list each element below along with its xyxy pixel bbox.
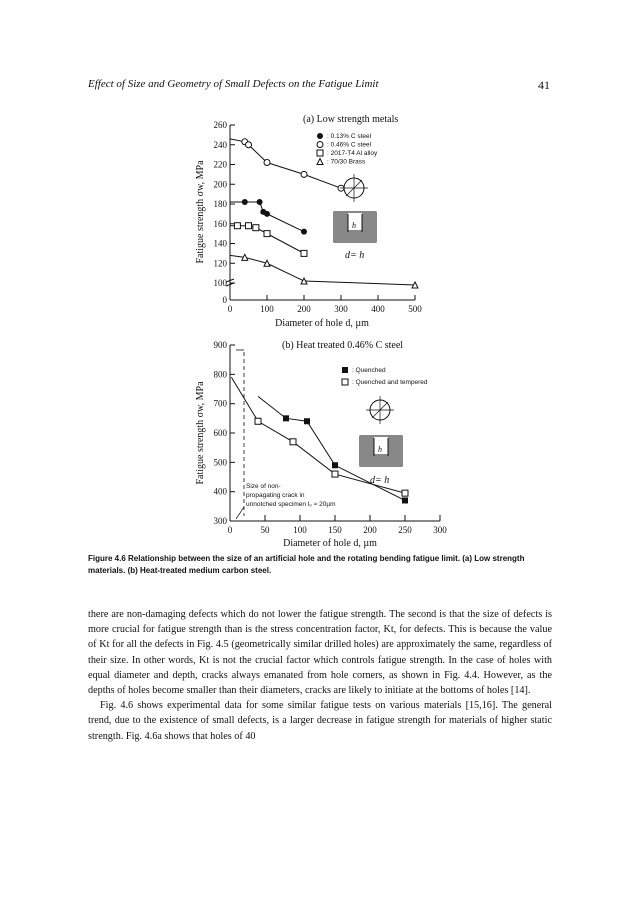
figure-caption: Figure 4.6 Relationship between the size of an artificial hole and the rotating bending fatigue limit. (a) Low strength materials. (b) Heat-treated medium carbon steel. [88, 554, 525, 575]
chart-b-x-tick-label: 300 [433, 525, 447, 535]
chart-b-hole-inset [360, 396, 402, 486]
svg-text:h: h [378, 445, 382, 454]
chart-a-data-point [264, 211, 270, 217]
chart-b-data-point [332, 462, 338, 468]
chart-a-x-tick-label: 400 [371, 304, 385, 314]
chart-b-legend-marker [342, 379, 348, 385]
chart-a-legend-label: : 0.13% C steel [327, 133, 372, 140]
running-title: Effect of Size and Geometry of Small Defects on the Fatigue Limit [88, 78, 379, 90]
chart-b-legend [342, 367, 428, 386]
svg-text:h: h [352, 221, 356, 230]
chart-a-y-tick-label: 140 [213, 238, 227, 249]
chart-b-data-point [332, 471, 338, 477]
chart-b-y-tick-label: 700 [213, 398, 227, 409]
chart-a-x-tick-label: 200 [297, 304, 311, 314]
chart-b-legend-marker [342, 367, 348, 373]
chart-b-x-tick-label: 250 [398, 525, 412, 535]
chart-a-x-tick-label: 500 [408, 304, 422, 314]
chart-b-inset-label: d= h [370, 475, 390, 486]
chart-b-y-tick-label: 500 [213, 457, 227, 468]
paragraph-2: Fig. 4.6 shows experimental data for some similar fatigue tests on various materials [15,16]. The general trend, due to the existence of small defects, is a larger decrease in fatigue strength for materials of higher static strength. Fig. 4.6a shows that holes of 40 [88, 700, 552, 742]
chart-panel-b [195, 340, 447, 549]
chart-b-y-tick-label: 300 [213, 516, 227, 526]
chart-b-annotation-line-1: Size of non- [246, 483, 281, 490]
chart-a-x-label: Diameter of hole d, µm [275, 318, 369, 329]
chart-b-x-tick-label: 0 [227, 525, 233, 535]
chart-a-legend [317, 133, 378, 166]
chart-b-data-point [402, 497, 408, 503]
chart-b-data-point [304, 418, 310, 424]
chart-b-x-tick-label: 200 [363, 525, 377, 535]
chart-a-y-tick-label: 0 [222, 295, 227, 305]
chart-a-series-line [230, 255, 415, 285]
chart-b-x-label: Diameter of hole d, µm [283, 538, 377, 549]
chart-a-title: (a) Low strength metals [303, 114, 399, 125]
chart-b-title: (b) Heat treated 0.46% C steel [282, 340, 404, 351]
chart-a-data-point [234, 223, 240, 229]
chart-a-legend-label: : 0.46% C steel [327, 141, 372, 149]
chart-a-y-tick-label: 160 [213, 218, 227, 229]
chart-a-y-tick-label: 100 [213, 278, 227, 288]
chart-a-data-point [301, 250, 307, 256]
chart-a-y-tick-label: 180 [213, 199, 227, 209]
chart-a-y-tick-label: 120 [213, 258, 227, 269]
chart-a-data-point [257, 199, 263, 205]
chart-a-data-point [301, 229, 307, 235]
chart-a-legend-marker [317, 150, 323, 156]
chart-a-y-tick-label: 200 [213, 179, 227, 190]
chart-a-inset-label: d= h [345, 250, 365, 261]
chart-b-data-point [402, 490, 408, 496]
chart-a-legend-marker [317, 133, 323, 139]
chart-a-data-point [264, 160, 270, 166]
chart-b-annotation [236, 483, 336, 519]
chart-b-data-point [290, 439, 296, 445]
chart-b-y-label: Fatigue strength σw, MPa [195, 381, 206, 485]
chart-b-x-tick-label: 50 [260, 525, 270, 535]
chart-a-y-label: Fatigue strength σw, MPa [195, 160, 206, 264]
chart-panel-a [195, 114, 422, 329]
chart-b-legend-label: : Quenched [352, 367, 386, 374]
chart-a-series-line [230, 226, 304, 254]
chart-a-data-point [264, 231, 270, 237]
chart-a-legend-label: : 2017-T4 Al alloy [327, 150, 378, 157]
chart-b-x-tick-label: 100 [293, 525, 307, 535]
chart-a-y-tick-label: 220 [213, 159, 227, 170]
chart-b-data-point [283, 415, 289, 421]
chart-b-y-tick-label: 600 [213, 428, 227, 438]
chart-b-y-tick-label: 400 [213, 486, 227, 497]
chart-a-data-point [242, 199, 248, 205]
chart-a-x-tick-label: 100 [260, 304, 274, 314]
chart-b-x-tick-label: 150 [328, 525, 342, 535]
chart-b-data-point [255, 418, 261, 424]
chart-b-annotation-line-3: unnotched specimen l₀ ≈ 20µm [246, 501, 336, 508]
chart-b-y-tick-label: 900 [213, 340, 227, 350]
chart-a-data-point [246, 142, 252, 148]
chart-a-data-point [246, 223, 252, 229]
chart-a-data-point [264, 260, 270, 266]
chart-a-x-tick-label: 300 [334, 304, 348, 314]
chart-a-y-tick-label: 260 [213, 120, 227, 130]
page-number: 41 [538, 78, 550, 92]
chart-a-x-tick-label: 0 [227, 304, 233, 314]
chart-a-y-tick-label: 240 [213, 139, 227, 150]
chart-b-annotation-line-2: propagating crack in [246, 492, 305, 499]
chart-b-y-tick-label: 800 [213, 369, 227, 380]
chart-a-data-point [253, 225, 259, 231]
chart-a-legend-marker [317, 142, 323, 148]
chart-a-data-point [301, 171, 307, 177]
chart-a-legend-marker [317, 159, 323, 165]
chart-b-legend-label: : Quenched and tempered [352, 379, 428, 386]
body-text [88, 607, 552, 744]
chart-a-legend-label: : 70/30 Brass [327, 158, 366, 166]
paragraph-1: there are non-damaging defects which do not lower the fatigue strength. The second is that the size of defects is more crucial for fatigue strength than is the stress concentration factor, Kt, for defects. This is because the value of Kt for all the defects in Fig. 4.5 (geometrically similar drilled holes) are approximately the same, regardless of their size. In other words, Kt is not the crucial factor which controls fatigue strength. In the case of holes with equal diameter and depth, cracks always emanated from hole corners, as shown in Fig. 4.4. However, as the depths of holes become smaller than their diameters, cracks are likely to initiate at the bottoms of holes [14]. [88, 609, 552, 697]
